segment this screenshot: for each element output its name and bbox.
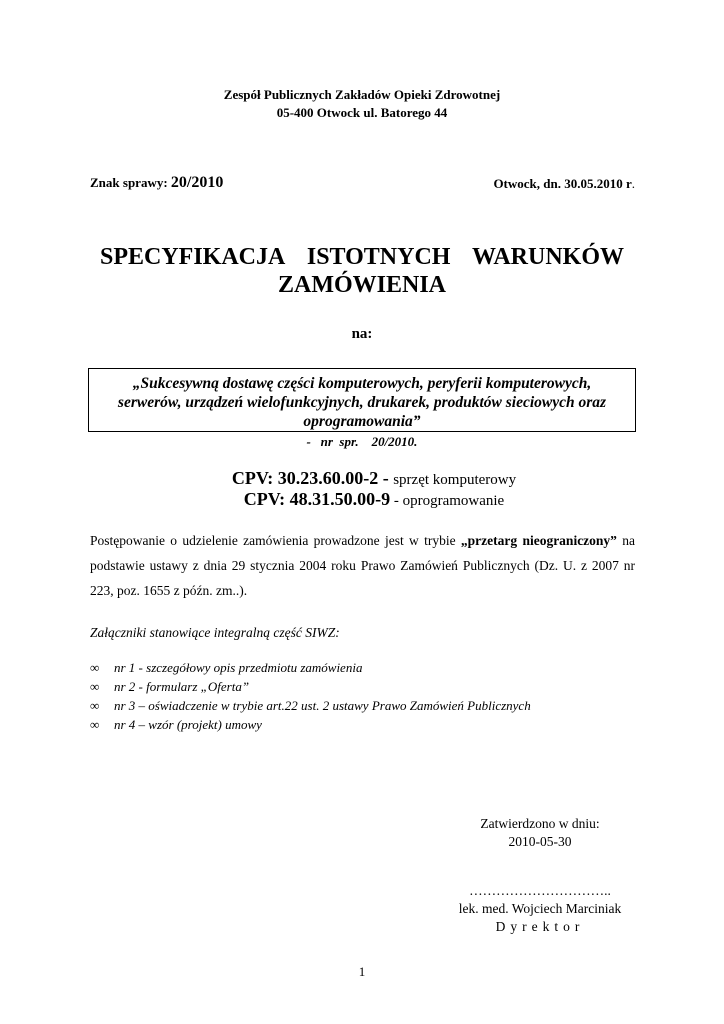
place-date-tail: . xyxy=(631,176,635,191)
procedure-paragraph xyxy=(90,528,635,603)
signature-block xyxy=(400,882,680,936)
attachment-text: nr 2 - formularz „Oferta” xyxy=(114,679,250,694)
case-label: Znak sprawy: xyxy=(90,175,171,190)
place-date-text: Otwock, dn. 30.05.2010 r xyxy=(493,176,632,191)
subject-box xyxy=(88,368,636,432)
attachment-text: nr 1 - szczegółowy opis przedmiotu zamówienia xyxy=(114,660,363,675)
infinity-bullet-icon: ∞ xyxy=(90,660,100,675)
infinity-bullet-icon: ∞ xyxy=(90,717,100,732)
case-row xyxy=(90,172,635,192)
title-word-2: ISTOTNYCH xyxy=(306,244,451,270)
list-item xyxy=(90,677,531,696)
attachment-text: nr 4 – wzór (projekt) umowy xyxy=(114,717,262,732)
list-item xyxy=(90,658,531,677)
infinity-bullet-icon: ∞ xyxy=(90,698,100,713)
procedure-mode: „przetarg nieograniczony” xyxy=(460,533,617,548)
document-title xyxy=(60,243,664,299)
cpv-code-1-number: CPV: 30.23.60.00-2 - xyxy=(231,468,394,488)
signatory-role: Dyrektor xyxy=(495,919,585,934)
signatory-name: lek. med. Wojciech Marciniak xyxy=(458,901,622,916)
reference-number-line: - nr spr. 20/2010. xyxy=(306,434,418,449)
attachment-text: nr 3 – oświadczenie w trybie art.22 ust. 2 ustawy Prawo Zamówień Publicznych xyxy=(114,698,531,713)
title-word-1: SPECYFIKACJA xyxy=(100,244,286,270)
page-number: 1 xyxy=(358,964,366,979)
title-word-3: WARUNKÓW xyxy=(471,244,624,270)
signature-dots: ………………………….. xyxy=(469,883,611,898)
subject-line-1: „Sukcesywną dostawę części komputerowych, peryferii komputerowych, xyxy=(132,375,592,392)
na-label: na: xyxy=(351,326,373,342)
cpv-code-2 xyxy=(0,489,724,510)
approval-label: Zatwierdzono w dniu: xyxy=(480,816,600,831)
approval-block xyxy=(440,815,640,851)
list-item xyxy=(90,696,531,715)
procedure-text-1: Postępowanie o udzielenie zamówienia prowadzone jest w trybie xyxy=(90,533,461,548)
cpv-code-1 xyxy=(0,468,724,489)
subject-line-2: serwerów, urządzeń wielofunkcyjnych, drukarek, produktów sieciowych oraz xyxy=(117,394,607,411)
list-item xyxy=(90,715,531,734)
subject-line-3: oprogramowania” xyxy=(303,413,421,430)
case-reference xyxy=(90,174,223,192)
case-number: 20/2010 xyxy=(170,174,224,191)
approval-date: 2010-05-30 xyxy=(508,834,572,849)
title-line-2: ZAMÓWIENIA xyxy=(277,272,446,298)
institution-name: Zespół Publicznych Zakładów Opieki Zdrowotnej xyxy=(223,87,501,102)
attachments-list xyxy=(90,658,531,734)
cpv-code-1-description: sprzęt komputerowy xyxy=(393,472,517,488)
institution-address: 05-400 Otwock ul. Batorego 44 xyxy=(276,105,448,120)
infinity-bullet-icon: ∞ xyxy=(90,679,100,694)
place-date xyxy=(493,176,635,192)
cpv-code-2-description: - oprogramowanie xyxy=(390,493,505,509)
attachments-heading: Załączniki stanowiące integralną część SIWZ: xyxy=(90,625,340,640)
cpv-code-2-number: CPV: 48.31.50.00-9 xyxy=(243,489,391,509)
procedure-text-2: na podstawie ustawy z dnia 29 stycznia 2004 roku Prawo Zamówień Publicznych (Dz. U. z 2007 nr 223, poz. 1655 z późn. zm..). xyxy=(90,533,635,598)
title-line-1 xyxy=(60,243,664,271)
institution-header xyxy=(0,86,724,122)
